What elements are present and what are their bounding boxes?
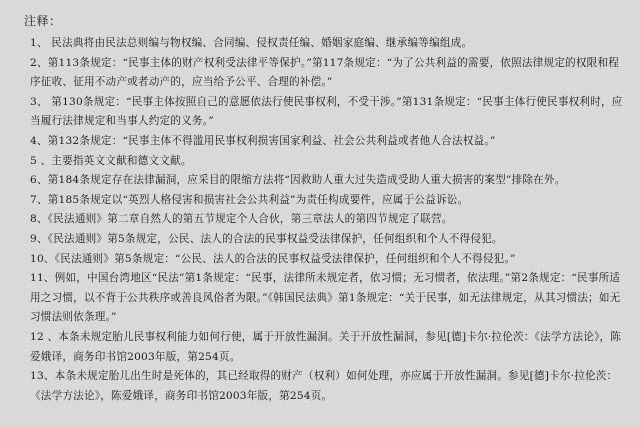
note-item: 1、 民法典将由民法总则编与物权编、合同编、侵权责任编、婚姻家庭编、继承编等编组成。: [30, 37, 473, 49]
note-item: 5 、主要指英文文献和德文文献。: [30, 154, 192, 167]
notes-title: 注释：: [24, 14, 62, 28]
note-item: 4、第132条规定：“民事主体不得滥用民事权利损害国家利益、社会公共利益或者他人合法权益。”: [30, 134, 496, 147]
note-item: 2、第113条规定：“民事主体的财产权利受法律平等保护。”第117条规定：“为了公共利益的需要，依照法律规定的权限和程序征收、征用不动产或者动产的，应当给予公平、合理的补偿。”: [30, 56, 620, 89]
note-item: 10、《民法通则》第5条规定：“公民、法人的合法的民事权益受法律保护，任何组织和个人不得侵犯。”: [30, 252, 516, 265]
note-item: 11、例如，中国台湾地区“民法”第1条规定：“民事，法律所未规定者，依习惯；无习惯者，依法理。”第2条规定：“民事所适用之习惯，以不背于公共秩序或善良风俗者为限。”《韩国民法典》第1条规定：“关于民事，如无法律规定，从其习惯法；如无习惯法则依条理。”: [30, 272, 621, 324]
note-item: 13、本条未规定胎儿出生时是死体的，其已经取得的财产（权利）如何处理，亦应属于开放性漏洞。参见[德]卡尔·拉伦茨：《法学方法论》，陈爱娥译，商务印书馆2003年版，第254页。: [30, 370, 618, 402]
note-item: 8、《民法通则》第二章自然人的第五节规定个人合伙，第三章法人的第四节规定了联营。: [30, 213, 453, 226]
note-item: 9、《民法通则》第5条规定，公民、法人的合法的民事权益受法律保护，任何组织和个人不得侵犯。: [30, 232, 503, 245]
note-item: 6、第184条规定存在法律漏洞，应采目的限缩方法将“因救助人重大过失造成受助人重大损害的案型”排除在外。: [30, 174, 566, 187]
note-item: 7、第185条规定以“英烈人格侵害和损害社会公共利益”为责任构成要件，应属于公益诉讼。: [30, 193, 469, 206]
notes-list: [30, 34, 624, 406]
note-item: 3、 第130条规定：“民事主体按照自己的意愿依法行使民事权利，不受干涉。”第131条规定：“民事主体行使民事权利时，应当履行法律规定和当事人约定的义务。”: [30, 95, 623, 128]
note-item: 12 、本条未规定胎儿民事权利能力如何行使，属于开放性漏洞。关于开放性漏洞，参见[德]卡尔·拉伦茨：《法学方法论》，陈爱娥译，商务印书馆2003年版，第254页。: [30, 330, 622, 363]
